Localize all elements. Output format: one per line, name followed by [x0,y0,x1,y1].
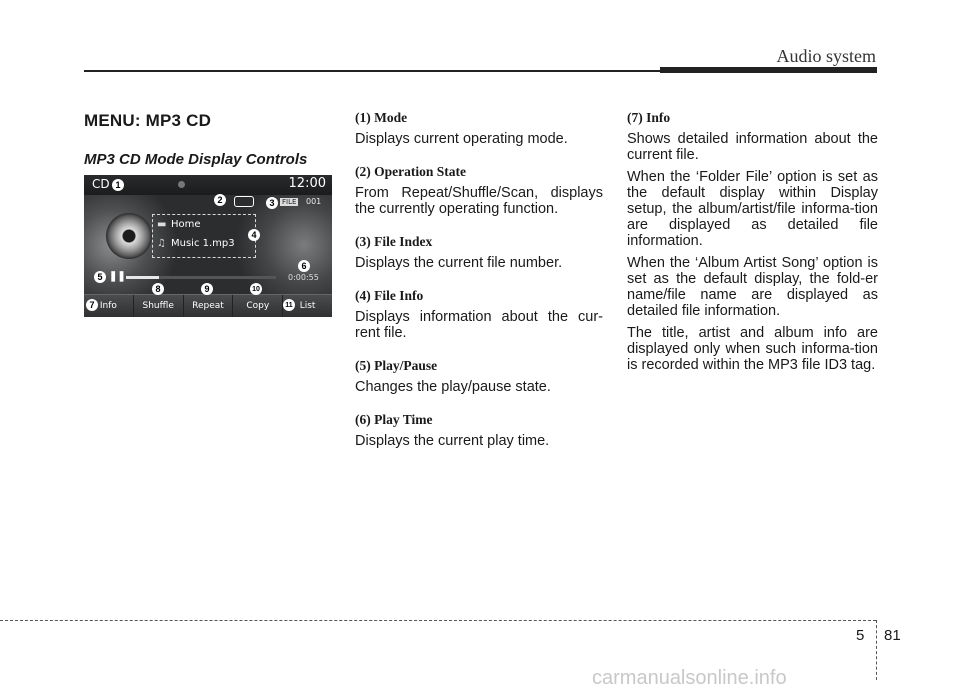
info-button[interactable]: Info [84,295,134,317]
progress-fill [126,276,159,279]
callout-10: 10 [250,283,262,295]
item-text: Displays the current play time. [355,433,550,449]
item-heading: (7) Info [627,110,671,125]
item-file-info [355,288,603,341]
item-text: Displays current operating mode. [355,131,568,147]
item-play-pause [355,358,603,395]
page-number: 81 [884,627,901,644]
item-heading: (1) Mode [355,110,408,125]
item-paragraph: When the ‘Album Artist Song’ option is set as the default display, the fold-er name/file name are displayed as detailed file information. [627,255,878,319]
header-rule [84,70,660,72]
play-time: 0:00:55 [288,273,319,282]
copy-button[interactable]: Copy [233,295,283,317]
header-rule-accent [660,67,877,73]
cd-disc-icon [106,213,152,259]
section-subtitle: MP3 CD Mode Display Controls [84,151,308,168]
item-mode [355,110,603,147]
callout-11: 11 [283,299,295,311]
section-title: MENU: MP3 CD [84,111,212,130]
callout-3: 3 [266,197,278,209]
file-index: 001 [306,197,322,206]
item-text: Displays the current file number. [355,255,563,271]
status-dot-icon [178,181,185,188]
chapter-number: 5 [856,627,865,644]
folder-name: Home [171,219,201,230]
file-name: Music 1.mp3 [171,238,235,249]
item-paragraph: When the ‘Folder File’ option is set as the default display within Display setup, the album/artist/file informa-tion are displayed as detailed file information. [627,169,878,249]
item-paragraph: The title, artist and album info are displayed only when such informa-tion is recorded within the MP3 file ID3 tag. [627,325,878,373]
item-text: Displays information about the cur-rent file. [355,309,603,341]
item-heading: (4) File Info [355,288,424,303]
controls-list-column [355,110,603,466]
folder-row [157,219,201,230]
item-play-time [355,412,603,449]
item-operation-state [355,164,603,217]
callout-6: 6 [298,260,310,272]
item-paragraph: Shows detailed information about the current file. [627,131,878,163]
shuffle-button[interactable]: Shuffle [134,295,184,317]
callout-4: 4 [248,229,260,241]
callout-8: 8 [152,283,164,295]
item-heading: (5) Play/Pause [355,358,438,373]
pause-icon[interactable]: ❚❚ [109,271,126,282]
repeat-button[interactable]: Repeat [184,295,234,317]
item-text: Changes the play/pause state. [355,379,551,395]
callout-7: 7 [86,299,98,311]
info-description-column [627,110,878,379]
callout-9: 9 [201,283,213,295]
file-row [157,238,235,249]
page-number-separator [876,620,877,680]
item-file-index [355,234,603,271]
running-header: Audio system [776,46,876,66]
file-badge: FILE [282,198,297,206]
music-note-icon: ♫ [157,238,166,249]
item-text: From Repeat/Shuffle/Scan, displays the currently operating function. [355,185,603,217]
clock: 12:00 [288,176,326,191]
callout-1: 1 [112,179,124,191]
progress-bar [126,276,276,279]
folder-icon: ▬ [157,219,167,230]
item-heading: (6) Play Time [355,412,433,427]
repeat-state-icon [234,196,254,207]
watermark: carmanualsonline.info [592,667,787,689]
mp3-cd-screen-illustration [84,175,332,317]
item-heading: (3) File Index [355,234,433,249]
file-info-box [152,214,256,258]
callout-2: 2 [214,194,226,206]
callout-5: 5 [94,271,106,283]
footer-rule [0,620,876,621]
item-heading: (2) Operation State [355,164,466,179]
item-info [627,110,878,373]
list-button[interactable]: List [283,295,332,317]
mode-label: CD [92,177,110,191]
